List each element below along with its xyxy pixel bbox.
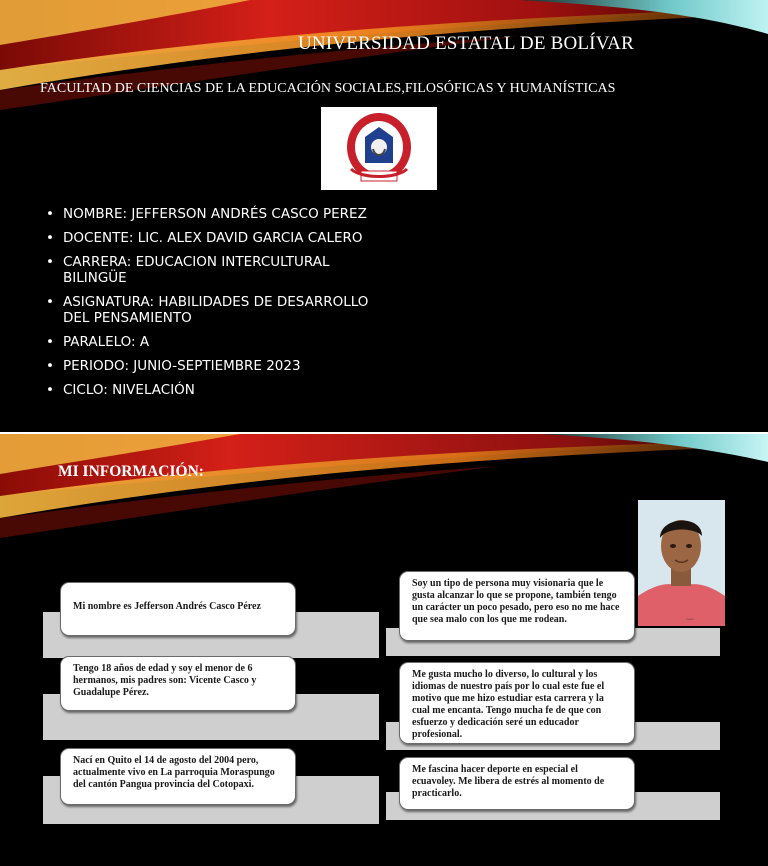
bullet-dot: • [46, 334, 54, 350]
list-item-text: PARALELO: A [63, 334, 150, 350]
info-card-text: Soy un tipo de persona muy visionaria que le gusta alcanzar lo que se propone, también tengo un carácter un poco pesado, pero eso no me hace que sea malo con los que me rodean. [412, 578, 620, 625]
list-item-text: DOCENTE: LIC. ALEX DAVID GARCIA CALERO [63, 230, 363, 246]
university-title: UNIVERSIDAD ESTATAL DE BOLÍVAR [298, 33, 634, 54]
university-logo [321, 107, 437, 190]
student-info-list [44, 206, 384, 406]
svg-text:~~: ~~ [686, 616, 694, 624]
list-item-text: ASIGNATURA: HABILIDADES DE DESARROLLO DEL PENSAMIENTO [63, 294, 369, 326]
list-item [44, 230, 384, 246]
bullet-dot: • [46, 358, 54, 374]
list-item [44, 206, 384, 222]
section-title: MI INFORMACIÓN: [58, 463, 204, 480]
info-card-text: Me gusta mucho lo diverso, lo cultural y los idiomas de nuestro país por lo cual este fue el motivo que me hizo estudiar esta carrera y la cual me encanta. Tengo mucha fe de que con esfuerzo y dedicación seré un educador profesional. [412, 669, 605, 740]
bullet-dot: • [46, 382, 54, 398]
decorative-swoosh [0, 0, 768, 120]
info-card-text: Me fascina hacer deporte en especial el ecuavoley. Me libera de estrés al momento de practicarlo. [412, 764, 605, 799]
list-item [44, 382, 384, 398]
bullet-dot: • [46, 230, 54, 246]
list-item-text: CICLO: NIVELACIÓN [63, 382, 195, 398]
info-card-birth [60, 748, 296, 805]
student-photo [638, 500, 725, 626]
info-card-sport [399, 757, 635, 810]
info-card-name [60, 582, 296, 636]
info-card-text: Nací en Quito el 14 de agosto del 2004 pero, actualmente vivo en La parroquia Moraspungo del cantón Pangua provincia del Cotopaxi. [73, 755, 275, 790]
list-item [44, 294, 384, 326]
info-card-text: Mi nombre es Jefferson Andrés Casco Pérez [73, 601, 261, 612]
list-item [44, 358, 384, 374]
list-item [44, 334, 384, 350]
bullet-dot: • [46, 294, 54, 310]
list-item [44, 254, 384, 286]
info-card-career [399, 662, 635, 744]
list-item-text: CARRERA: EDUCACION INTERCULTURAL BILINGÜE [63, 254, 330, 286]
info-card-family [60, 656, 296, 711]
list-item-text: PERIODO: JUNIO-SEPTIEMBRE 2023 [63, 358, 301, 374]
faculty-subtitle: FACULTAD DE CIENCIAS DE LA EDUCACIÓN SOCIALES,FILOSÓFICAS Y HUMANÍSTICAS [40, 81, 616, 96]
list-item-text: NOMBRE: JEFFERSON ANDRÉS CASCO PEREZ [63, 206, 367, 222]
slide-2 [0, 434, 768, 866]
bullet-dot: • [46, 254, 54, 270]
info-card-personality [399, 571, 635, 641]
slide-1 [0, 0, 768, 432]
info-card-text: Tengo 18 años de edad y soy el menor de 6 hermanos, mis padres son: Vicente Casco y Guadalupe Pérez. [73, 663, 257, 698]
bullet-dot: • [46, 206, 54, 222]
